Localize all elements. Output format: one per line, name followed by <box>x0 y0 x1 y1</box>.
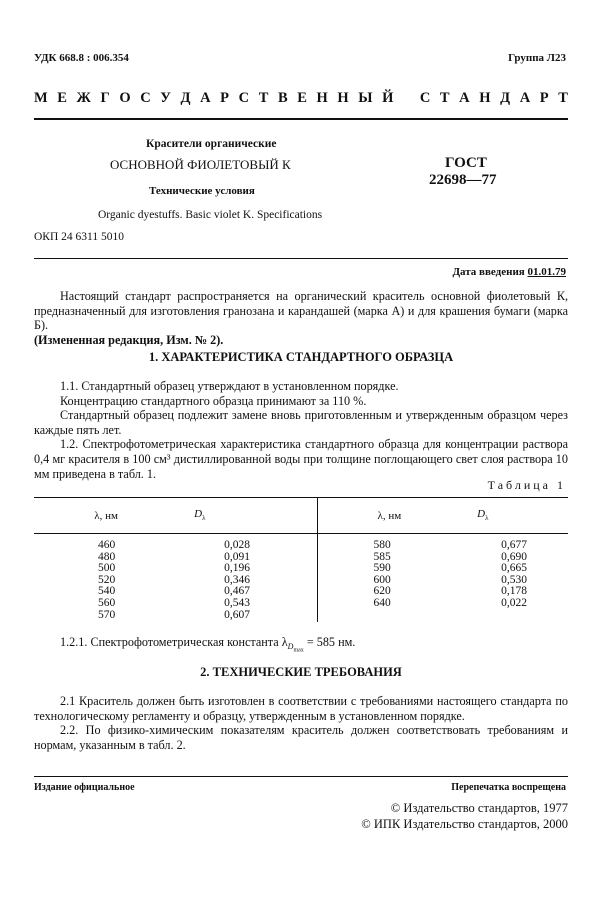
interstate-letter: С <box>140 90 151 106</box>
edition-note: (Измененная редакция, Изм. № 2). <box>34 332 224 347</box>
table-cell: 600 <box>373 573 391 586</box>
table-cell: 0,028 <box>224 539 251 551</box>
table-cell: 0,530 <box>501 573 528 586</box>
title-divider <box>34 258 568 259</box>
interstate-letter: Н <box>316 90 328 106</box>
okp-code: ОКП 24 6311 5010 <box>34 231 124 243</box>
right-lambda-values <box>317 534 461 623</box>
udk-code: УДК 668.8 : 006.354 <box>34 52 129 64</box>
interstate-letter: Т <box>439 90 450 106</box>
table-cell: 620 <box>373 585 391 598</box>
table-cell: 0,690 <box>501 550 528 563</box>
header-divider <box>34 118 568 120</box>
group-code: Группа Л23 <box>508 52 566 64</box>
table-cell: 585 <box>373 550 391 563</box>
interstate-letter: С <box>419 90 431 106</box>
s1-p3: Стандартный образец подлежит замене вновь приготовленным и утвержденным образцом через каждые пять лет. <box>34 408 568 437</box>
copyright-2000: © ИПК Издательство стандартов, 2000 <box>361 817 568 831</box>
table-cell: 480 <box>98 550 116 563</box>
table-cell: 590 <box>373 562 391 575</box>
section2-body <box>34 694 568 752</box>
effective-date-label: Дата введения <box>452 266 525 278</box>
interstate-letter: О <box>119 90 131 106</box>
s2-p1: 2.1 Краситель должен быть изготовлен в соответствии с требованиями настоящего стандарта по технологическому регламенту и образцу, утвержденным в установленном порядке. <box>34 694 568 723</box>
table-cell: 0,665 <box>501 562 528 575</box>
s1-p4: 1.2. Спектрофотометрическая характеристика стандартного образца для концентрации раствора 0,4 мг красителя в 100 см³ дистиллированной воды при толщине поглощающего свет слоя раствора 10 мм приведена в табл. 1. <box>34 437 568 481</box>
interstate-letter: Ы <box>358 90 373 106</box>
left-lambda-values <box>34 534 178 623</box>
table-cell: 0,677 <box>501 539 528 551</box>
table-row <box>34 534 568 623</box>
section1-title: 1. ХАРАКТЕРИСТИКА СТАНДАРТНОГО ОБРАЗЦА <box>148 350 454 364</box>
col-lambda-left: λ, нм <box>34 498 178 534</box>
interstate-letter: Р <box>220 90 230 106</box>
product-title: ОСНОВНОЙ ФИОЛЕТОВЫЙ К <box>110 157 291 172</box>
table-cell: 0,607 <box>224 608 251 621</box>
footer-divider <box>34 776 568 777</box>
effective-date <box>452 266 566 278</box>
table-cell: 0,091 <box>224 550 251 563</box>
subtitle: Технические условия <box>149 185 255 197</box>
s1-p1: 1.1. Стандартный образец утверждают в установленном порядке. <box>60 379 399 393</box>
table-cell: 460 <box>98 539 116 551</box>
gost-number: 22698—77 <box>429 172 497 188</box>
interstate-letter: Е <box>297 90 307 106</box>
gost-label: ГОСТ <box>445 155 487 171</box>
left-d-values <box>178 534 317 623</box>
col-lambda-right: λ, нм <box>317 498 461 534</box>
table-cell: 560 <box>98 596 116 609</box>
interstate-letter: Т <box>558 90 568 106</box>
copyright-1977: © Издательство стандартов, 1977 <box>390 801 568 815</box>
interstate-letter: А <box>459 90 470 106</box>
interstate-letter: Н <box>479 90 491 106</box>
interstate-letter: Д <box>500 90 511 106</box>
table-cell: 0,178 <box>501 585 528 598</box>
interstate-letter: Р <box>539 90 549 106</box>
table-cell: 0,196 <box>224 562 251 575</box>
table-cell: 540 <box>98 585 116 598</box>
table-cell: 0,346 <box>224 573 251 586</box>
official-edition: Издание официальное <box>34 782 135 793</box>
category-title: Красители органические <box>146 138 277 150</box>
interstate-standard-title <box>34 90 568 107</box>
interstate-letter: Г <box>100 90 110 106</box>
table-header-row <box>34 498 568 534</box>
interstate-letter: Ж <box>76 90 91 106</box>
interstate-letter: А <box>519 90 531 106</box>
table-cell: 520 <box>98 573 116 586</box>
col-d-left: $D_\lambda$ <box>178 498 317 534</box>
table-cell: 500 <box>98 562 116 575</box>
interstate-gap <box>403 90 410 107</box>
table-cell: 640 <box>373 596 391 609</box>
table1-label: Таблица 1 <box>487 478 566 492</box>
interstate-letter: С <box>238 90 250 106</box>
section2-title: 2. ТЕХНИЧЕСКИЕ ТРЕБОВАНИЯ <box>200 665 402 679</box>
section1-body <box>34 379 568 481</box>
intro-paragraph <box>34 289 568 347</box>
interstate-letter: М <box>34 90 48 106</box>
interstate-letter: В <box>277 90 288 106</box>
spectro-constant: 1.2.1. Спектрофотометрическая константа $\lambda_{D_{max}} = 585$ нм. <box>60 635 356 655</box>
spectro-table <box>34 497 568 622</box>
english-title: Organic dyestuffs. Basic violet K. Specifications <box>98 209 323 221</box>
interstate-letter: А <box>200 90 211 106</box>
effective-date-value: 01.01.79 <box>527 266 566 278</box>
s2-p2: 2.2. По физико-химическим показателям краситель должен соответствовать требованиям и нормам, указанным в табл. 2. <box>34 723 568 752</box>
interstate-letter: У <box>160 90 171 106</box>
right-d-values <box>461 534 568 623</box>
intro-text: Настоящий стандарт распространяется на органический краситель основной фиолетовый К, предназначенный для изготовления гранозана и карандашей (марка А) и для крашения бумаги (марка Б). <box>34 289 568 333</box>
interstate-letter: Н <box>337 90 349 106</box>
reprint-prohibited: Перепечатка воспрещена <box>451 782 566 793</box>
s1-p2: Концентрацию стандартного образца принимают за 110 %. <box>60 393 367 408</box>
interstate-letter: Е <box>57 90 67 106</box>
table-cell: 570 <box>98 608 116 621</box>
table-cell: 0,022 <box>501 596 528 609</box>
interstate-letter: Й <box>382 90 394 106</box>
col-d-right: $D_\lambda$ <box>461 498 568 534</box>
interstate-letter: Т <box>258 90 269 106</box>
table-cell: 0,543 <box>224 596 251 609</box>
table-cell: 580 <box>373 539 391 551</box>
table-cell: 0,467 <box>224 585 251 598</box>
interstate-letter: Д <box>180 90 191 106</box>
